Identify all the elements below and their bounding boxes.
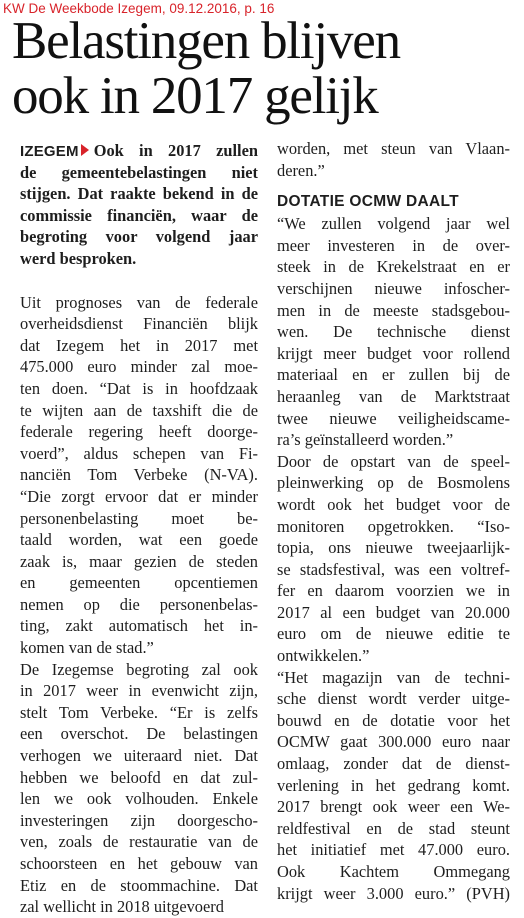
article-column-left <box>20 140 258 918</box>
article-column-right <box>277 138 510 904</box>
text-line: fer en daarom voorzien we in <box>277 581 510 601</box>
body-text-left <box>20 292 258 918</box>
text-line: krijgt weer 3.000 euro.” (PVH) <box>277 883 510 903</box>
text-line: “Die zorgt ervoor dat er minder <box>20 486 258 506</box>
text-line: schoorsteen en het gebouw van <box>20 854 258 873</box>
text-line: “We zullen volgend jaar wel <box>277 214 510 234</box>
text-line: twee nieuwe veiligheidscame- <box>277 408 510 428</box>
text-line: en gemeenten opcentiemen <box>20 573 258 593</box>
text-line: verlening in het gedrang komt. <box>277 775 510 795</box>
text-line: De Izegemse begroting zal ook <box>20 659 258 679</box>
text-line: een overschot. De belastingen <box>20 724 258 744</box>
lead-first-text: Ook in 2017 zullen <box>93 141 258 160</box>
lead-line: de gemeentebelastingen niet <box>20 162 258 182</box>
text-line: investeringen zijn doorgescho- <box>20 810 258 830</box>
text-line: sche dienst wordt verder uitge- <box>277 689 510 709</box>
lead-line: begroting voor volgend jaar <box>20 227 258 247</box>
text-line: deren.” <box>277 160 325 180</box>
text-line: ven, zoals de restauratie van de <box>20 832 258 852</box>
text-line: krijgt meer budget voor rollend <box>277 343 510 363</box>
text-line: topia, ons nieuwe tweejaarlijk- <box>277 538 510 558</box>
text-line: “Het magazijn van de techni- <box>277 667 510 687</box>
text-line: Uit prognoses van de federale <box>20 292 258 312</box>
text-line: te wijten aan de taxshift die de <box>20 400 258 420</box>
text-line: dat Izegem het in 2017 met <box>20 335 258 355</box>
text-line: hebben we beloofd en dat zul- <box>20 767 258 787</box>
kicker: IZEGEM <box>20 143 79 160</box>
text-line: zaak is, maar gezien de steden <box>20 551 258 571</box>
text-line: pleinwerking op de Bosmolens <box>277 473 510 493</box>
text-line: komen van de stad.” <box>20 638 154 658</box>
text-line: het initiatief met 47.000 euro. <box>277 840 510 860</box>
text-line: nemen op die personenbelas- <box>20 594 258 614</box>
text-line: euro om de nieuwe editie te <box>277 624 510 644</box>
text-line: zal wellicht in 2018 uitgevoerd <box>20 897 224 917</box>
text-line: stelt Tom Verbeke. “Er is zelfs <box>20 702 258 722</box>
text-line: materiaal en er zullen bij de <box>277 365 510 385</box>
lead-line: commissie financiën, waar de <box>20 205 258 225</box>
headline-line: ook in 2017 gelijk <box>12 67 378 125</box>
text-line: voerd”, aldus schepen van Fi- <box>20 443 258 463</box>
lead-line <box>20 140 258 162</box>
text-line: verschijnen nieuwe infoscher- <box>277 278 510 298</box>
text-line: nanciën Tom Verbeke (N-VA). <box>20 465 258 485</box>
text-line: omlaag, zonder dat de dienst- <box>277 754 510 774</box>
lead-paragraph <box>20 140 258 270</box>
subheading: DOTATIE OCMW DAALT <box>277 193 459 211</box>
lead-line: werd besproken. <box>20 248 137 268</box>
text-line: reldfestival en de stad steunt <box>277 818 510 838</box>
text-line: len we ook volhouden. Enkele <box>20 789 258 809</box>
text-line: ontwikkelen.” <box>277 646 370 666</box>
text-line: se stadsfestival, was een voltref- <box>277 559 510 579</box>
source-citation: KW De Weekbode Izegem, 09.12.2016, p. 16 <box>3 1 275 16</box>
text-line: ra’s geïnstalleerd worden.” <box>277 430 454 450</box>
text-line: personenbelasting moet be- <box>20 508 258 528</box>
text-line: federale regering heeft doorge- <box>20 422 258 442</box>
text-line: Door de opstart van de speel- <box>277 451 510 471</box>
body-text-right-continued <box>277 138 510 181</box>
text-line: men in de meeste stadsgebou- <box>277 300 510 320</box>
lead-line: stijgen. Dat raakte bekend in de <box>20 184 258 204</box>
text-line: Ook Kachtem Ommegang <box>277 862 510 881</box>
text-line: heraanleg van de Marktstraat <box>277 386 510 406</box>
text-line: overheidsdienst Financiën blijk <box>20 314 258 334</box>
text-line: wordt ook het budget voor de <box>277 494 510 514</box>
body-text-right <box>277 213 510 904</box>
red-triangle-icon <box>81 144 89 156</box>
text-line: 2017 al een budget van 20.000 <box>277 602 510 622</box>
text-line: OCMW gaat 300.000 euro naar <box>277 732 510 752</box>
text-line: worden, met steun van Vlaan- <box>277 139 510 158</box>
text-line: steek in de Krekelstraat en er <box>277 257 510 277</box>
text-line: meer investeren in de over- <box>277 235 510 255</box>
text-line: taald worden, wat een goede <box>20 530 258 550</box>
text-line: Etiz en de stoommachine. Dat <box>20 875 258 895</box>
text-line: verhogen we uiteraard niet. Dat <box>20 746 258 766</box>
text-line: 475.000 euro minder zal moe- <box>20 357 258 377</box>
text-line: ten doen. “Dat is in hoofdzaak <box>20 378 258 398</box>
text-line: in 2017 weer in evenwicht zijn, <box>20 681 258 701</box>
headline <box>12 14 520 124</box>
text-line: ting, zakt automatisch het in- <box>20 616 258 636</box>
text-line: bouwd en de dotatie voor het <box>277 710 510 730</box>
headline-line: Belastingen blijven <box>12 12 400 70</box>
text-line: 2017 brengt ook weer een We- <box>277 797 510 817</box>
text-line: monitoren opgetrokken. “Iso- <box>277 516 510 536</box>
text-line: wen. De technische dienst <box>277 322 510 342</box>
